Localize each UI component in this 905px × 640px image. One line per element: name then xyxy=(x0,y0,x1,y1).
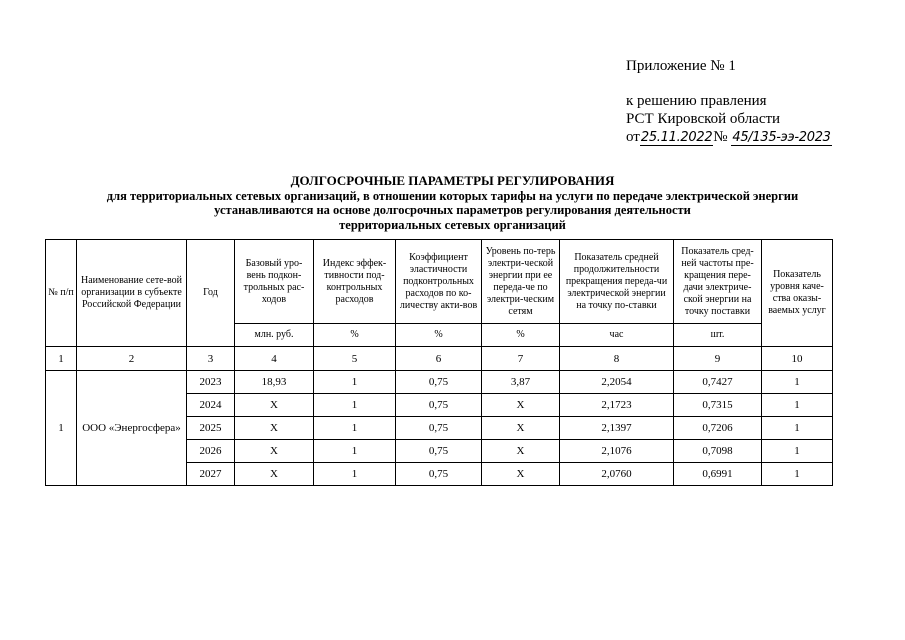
cell-base: X xyxy=(235,394,314,417)
cell-quality: 1 xyxy=(762,417,833,440)
column-number: 4 xyxy=(235,347,314,371)
cell-loss: 3,87 xyxy=(482,371,560,394)
cell-year: 2023 xyxy=(187,371,235,394)
cell-year: 2024 xyxy=(187,394,235,417)
header-duration: Показатель средней продолжительности прекращения переда-чи электрической энергии на точку по-ставки xyxy=(560,240,674,324)
cell-loss: X xyxy=(482,394,560,417)
cell-frequency: 0,7098 xyxy=(674,440,762,463)
document-heading xyxy=(0,174,905,232)
table-row xyxy=(46,371,833,394)
column-numbers-row xyxy=(46,347,833,371)
decision-date: 25.11.2022 xyxy=(640,130,713,145)
heading-line-4: территориальных сетевых организаций xyxy=(339,217,566,232)
header-coef: Коэффициент эластичности подконтрольных расходов по ко-личеству акти-вов xyxy=(396,240,482,324)
cell-loss: X xyxy=(482,463,560,486)
cell-coef: 0,75 xyxy=(396,440,482,463)
cell-base: 18,93 xyxy=(235,371,314,394)
cell-coef: 0,75 xyxy=(396,417,482,440)
cell-base: X xyxy=(235,440,314,463)
cell-year: 2025 xyxy=(187,417,235,440)
cell-base: X xyxy=(235,417,314,440)
header-index: Индекс эффек-тивности под-контрольных расходов xyxy=(314,240,396,324)
column-number: 7 xyxy=(482,347,560,371)
header-loss: Уровень по-терь электри-ческой энергии при ее переда-че по электри-ческим сетям xyxy=(482,240,560,324)
cell-duration: 2,0760 xyxy=(560,463,674,486)
heading-line-2: для территориальных сетевых организаций, в отношении которых тарифы на услуги по передаче электрической энергии xyxy=(106,188,799,203)
cell-index: 1 xyxy=(314,371,396,394)
cell-year: 2026 xyxy=(187,440,235,463)
cell-duration: 2,2054 xyxy=(560,371,674,394)
decision-number: 45/135-ээ-2023 xyxy=(732,130,831,145)
cell-frequency: 0,7206 xyxy=(674,417,762,440)
header-base: Базовый уро-вень подкон-трольных рас-ходов xyxy=(235,240,314,324)
column-number: 8 xyxy=(560,347,674,371)
cell-quality: 1 xyxy=(762,371,833,394)
column-number: 9 xyxy=(674,347,762,371)
from-label: от xyxy=(626,129,640,145)
cell-coef: 0,75 xyxy=(396,371,482,394)
cell-frequency: 0,7315 xyxy=(674,394,762,417)
column-number: 3 xyxy=(187,347,235,371)
cell-frequency: 0,7427 xyxy=(674,371,762,394)
heading-title: ДОЛГОСРОЧНЫЕ ПАРАМЕТРЫ РЕГУЛИРОВАНИЯ xyxy=(290,173,615,188)
unit-duration: час xyxy=(560,324,674,347)
decision-line-2: РСТ Кировской области xyxy=(626,111,781,127)
cell-index: 1 xyxy=(314,463,396,486)
decision-line-3 xyxy=(626,128,832,147)
column-number: 10 xyxy=(762,347,833,371)
cell-index: 1 xyxy=(314,417,396,440)
cell-duration: 2,1076 xyxy=(560,440,674,463)
header-name: Наименование сете-вой организации в субъекте Российской Федерации xyxy=(77,240,187,347)
column-number: 2 xyxy=(77,347,187,371)
unit-frequency: шт. xyxy=(674,324,762,347)
header-year: Год xyxy=(187,240,235,347)
org-number: 1 xyxy=(46,371,77,486)
cell-frequency: 0,6991 xyxy=(674,463,762,486)
cell-base: X xyxy=(235,463,314,486)
heading-line-3: устанавливаются на основе долгосрочных параметров регулирования деятельности xyxy=(214,203,691,217)
cell-quality: 1 xyxy=(762,394,833,417)
unit-index: % xyxy=(314,324,396,347)
column-number: 6 xyxy=(396,347,482,371)
cell-duration: 2,1723 xyxy=(560,394,674,417)
cell-duration: 2,1397 xyxy=(560,417,674,440)
cell-loss: X xyxy=(482,417,560,440)
cell-quality: 1 xyxy=(762,463,833,486)
cell-index: 1 xyxy=(314,394,396,417)
org-name: ООО «Энергосфера» xyxy=(77,371,187,486)
decision-line-1: к решению правления xyxy=(626,93,767,109)
parameters-table xyxy=(45,239,833,486)
decision-reference xyxy=(626,92,832,147)
header-row xyxy=(46,240,833,324)
column-number: 1 xyxy=(46,347,77,371)
unit-coef: % xyxy=(396,324,482,347)
header-frequency: Показатель сред-ней частоты пре-кращения пере-дачи электриче-ской энергии на точку поставки xyxy=(674,240,762,324)
header-num: № п/п xyxy=(46,240,77,347)
cell-loss: X xyxy=(482,440,560,463)
number-label: № xyxy=(713,129,728,145)
cell-year: 2027 xyxy=(187,463,235,486)
unit-base: млн. руб. xyxy=(235,324,314,347)
cell-coef: 0,75 xyxy=(396,394,482,417)
cell-index: 1 xyxy=(314,440,396,463)
cell-coef: 0,75 xyxy=(396,463,482,486)
column-number: 5 xyxy=(314,347,396,371)
header-quality: Показатель уровня каче-ства оказы-ваемых услуг xyxy=(762,240,833,347)
unit-loss: % xyxy=(482,324,560,347)
cell-quality: 1 xyxy=(762,440,833,463)
appendix-label: Приложение № 1 xyxy=(626,58,736,74)
